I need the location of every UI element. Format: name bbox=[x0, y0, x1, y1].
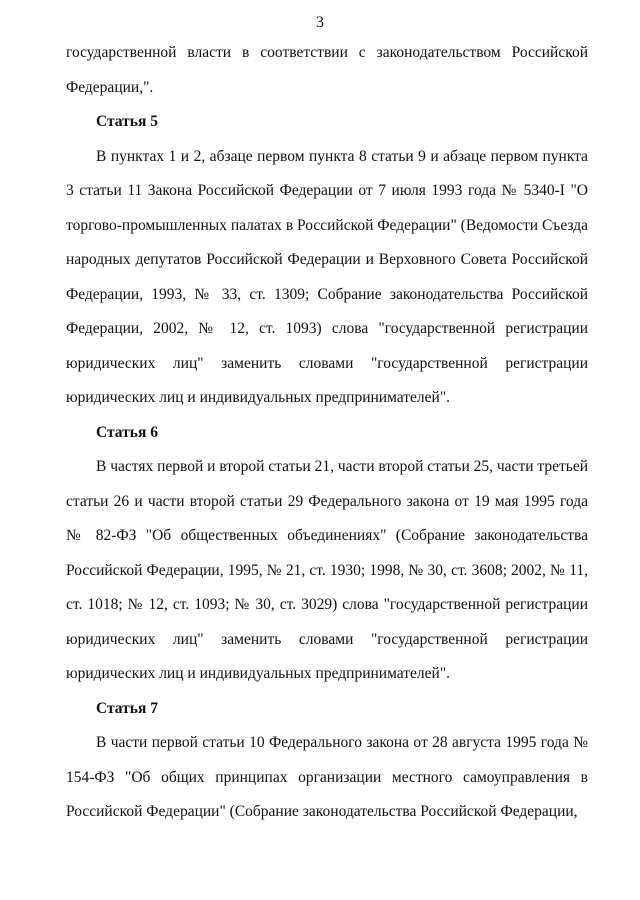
article-6-heading: Статья 6 bbox=[96, 423, 158, 441]
article-5-heading: Статья 5 bbox=[96, 113, 158, 130]
article-7-heading: Статья 7 bbox=[96, 699, 158, 717]
page-number: 3 bbox=[316, 14, 324, 31]
article-5-paragraph: В пунктах 1 и 2, абзаце первом пункта 8 статьи 9 и абзаце первом пункта 3 статьи 11 Закона Российской Федерации от 7 июля 1993 года № 5340-I "О торгово-промышленных палатах в Российской Федерации" (Ведомости Съезда народных депутатов Российской Федерации и Верховного Совета Российской Федерации, 1993, № 33, ст. 1309; Собрание законодательства Российской Федерации, 2002, № 12, ст. 1093) слова "государственной регистрации юридических лиц" заменить словами "государственной регистрации юридических лиц и индивидуальных предпринимателей". bbox=[66, 147, 588, 406]
paragraph-continuation: государственной власти в соответствии с законодательством Российской Федерации,". bbox=[66, 44, 588, 96]
article-7-paragraph: В части первой статьи 10 Федерального закона от 28 августа 1995 года № 154-ФЗ "Об общих принципах организации местного самоуправления в Российской Федерации" (Собрание законодательства Российской Федерации, bbox=[66, 734, 588, 820]
document-body bbox=[66, 36, 588, 830]
article-6-paragraph: В частях первой и второй статьи 21, части второй статьи 25, части третьей статьи 26 и части второй статьи 29 Федерального закона от 19 мая 1995 года № 82-ФЗ "Об общественных объединениях" (Собрание законодательства Российской Федерации, 1995, № 21, ст. 1930; 1998, № 30, ст. 3608; 2002, № 11, ст. 1018; № 12, ст. 1093; № 30, ст. 3029) слова "государственной регистрации юридических лиц" заменить словами "государственной регистрации юридических лиц и индивидуальных предпринимателей". bbox=[66, 458, 588, 682]
